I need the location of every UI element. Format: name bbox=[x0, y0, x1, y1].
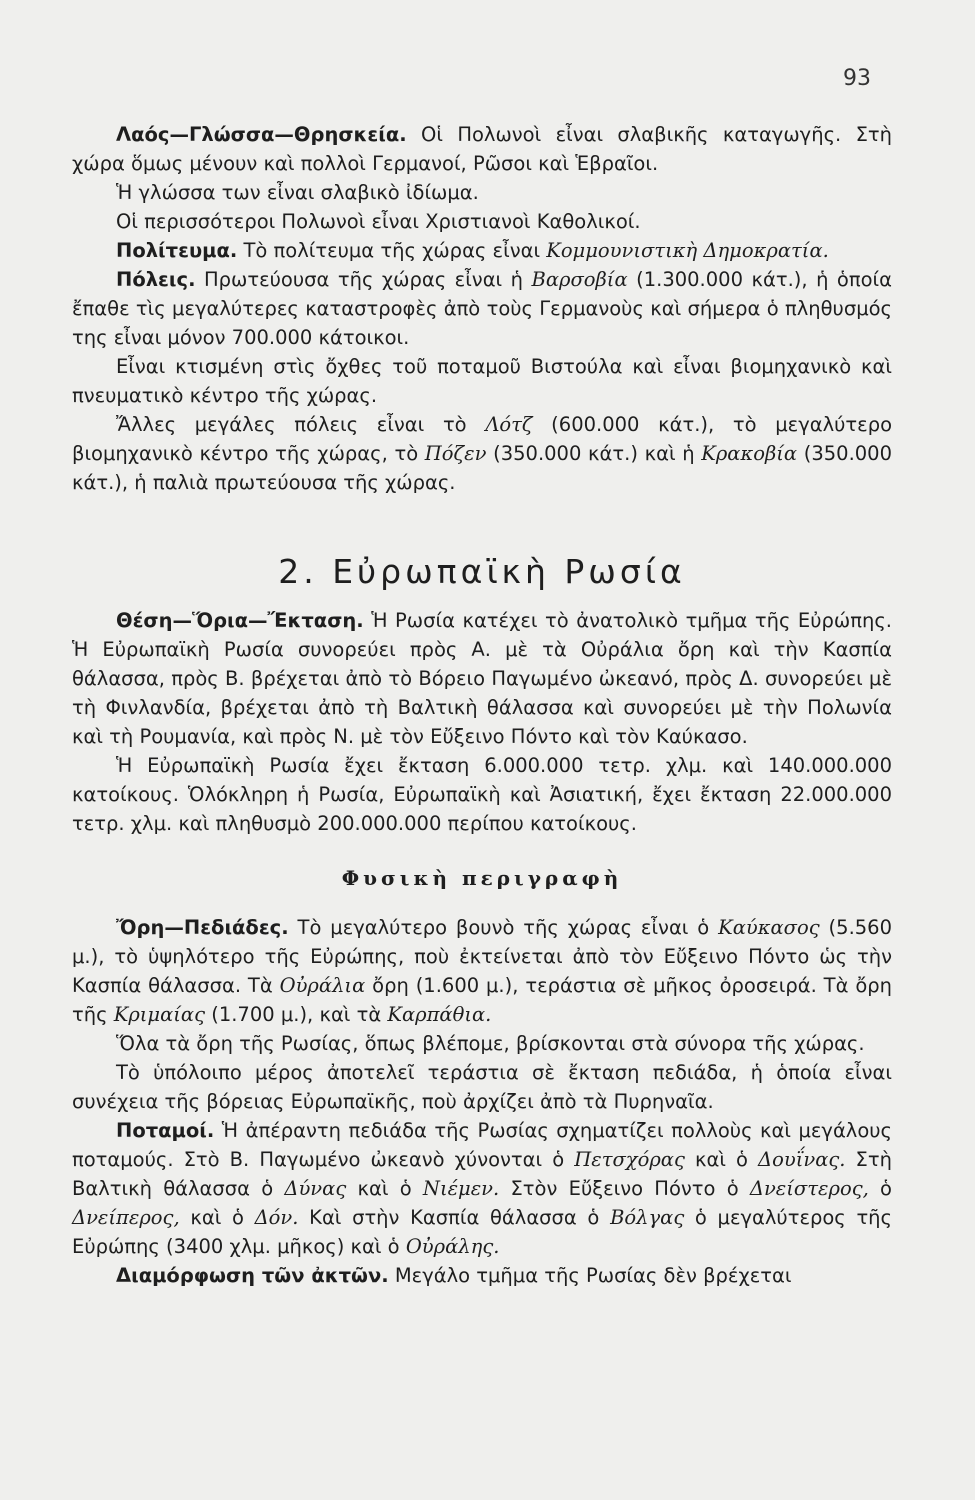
italic-term: Κρακοβία bbox=[701, 442, 798, 465]
section-title: 2. Εὐρωπαϊκὴ Ρωσία bbox=[278, 552, 686, 591]
italic-term: Βόλγας bbox=[610, 1206, 685, 1229]
paragraph-text: (1.700 μ.), καὶ τὰ bbox=[205, 1003, 388, 1026]
paragraph-text: (1.300.000 κάτ.), ἡ ὁποία ἔπαθε τὶς μεγαλύτερες καταστροφὲς ἀπὸ τοὺς Γερμανοὺς καὶ σήμερα ὁ πληθυσμός της εἶναι μόνον 700.000 κάτοικοι. bbox=[72, 268, 892, 349]
italic-term: Καρπάθια. bbox=[387, 1003, 492, 1026]
paragraph-position-borders-area bbox=[72, 606, 892, 751]
paragraph-text: καὶ ὁ bbox=[179, 1206, 255, 1229]
paragraph-text: (350.000 κάτ.), ἡ παλιὰ πρωτεύουσα τῆς χώρας. bbox=[72, 442, 892, 494]
paragraph-text: Ὅλα τὰ ὄρη τῆς Ρωσίας, ὅπως βλέπομε, βρίσκονται στὰ σύνορα τῆς χώρας. bbox=[116, 1032, 865, 1055]
paragraph-mountains-plains bbox=[72, 913, 892, 1029]
paragraph-text: καὶ ὁ bbox=[684, 1148, 759, 1171]
paragraph-text: Ἡ ἀπέραντη πεδιάδα τῆς Ρωσίας σχηματίζει πολλοὺς καὶ μεγάλους ποταμούς. Στὸ Β. Παγωμένο ὠκεανὸ χύνονται ὁ bbox=[72, 1119, 892, 1171]
paragraph-text: ὄρη (1.600 μ.), τεράστια σὲ μῆκος ὀροσειρά. Τὰ ὄρη τῆς bbox=[72, 974, 892, 1026]
paragraph-heading: Διαμόρφωση τῶν ἀκτῶν. bbox=[116, 1264, 389, 1287]
paragraph-coasts bbox=[72, 1261, 892, 1290]
italic-term: Δνείπερος, bbox=[72, 1206, 180, 1229]
paragraph-text: Ἡ γλώσσα των εἶναι σλαβικὸ ἰδίωμα. bbox=[116, 181, 479, 204]
paragraph-text: (5.560 μ.), τὸ ὑψηλότερο τῆς Εὐρώπης, ποὺ ἐκτείνεται ἀπὸ τὸν Εὔξεινο Πόντο ὡς τὴν Κασπία θάλασσα. Τὰ bbox=[72, 916, 892, 997]
italic-term: Δνείστερος, bbox=[749, 1177, 869, 1200]
paragraph-text: Εἶναι κτισμένη στὶς ὄχθες τοῦ ποταμοῦ Βιστούλα καὶ εἶναι βιομηχανικὸ καὶ πνευματικὸ κέντρο τῆς χώρας. bbox=[72, 355, 892, 407]
italic-term: Οὐράλης. bbox=[405, 1235, 500, 1258]
paragraph-cities bbox=[72, 265, 892, 352]
paragraph-government bbox=[72, 236, 892, 265]
italic-term: Βαρσοβία bbox=[531, 268, 628, 291]
paragraph-text: Τὸ μεγαλύτερο βουνὸ τῆς χώρας εἶναι ὁ bbox=[288, 916, 719, 939]
italic-term: Πόζεν bbox=[424, 442, 487, 465]
italic-term: Δύνας bbox=[284, 1177, 347, 1200]
paragraph-religion bbox=[72, 207, 892, 236]
paragraph-heading: Πολίτευμα. bbox=[116, 239, 238, 262]
paragraph-plain bbox=[72, 1058, 892, 1116]
subsection-title: Φυσικὴ περιγραφὴ bbox=[341, 866, 623, 890]
paragraph-people-language-religion bbox=[72, 120, 892, 178]
paragraph-text: (350.000 κάτ.) καὶ ἡ bbox=[486, 442, 702, 465]
paragraph-text: Ἡ Ρωσία κατέχει τὸ ἀνατολικὸ τμῆμα τῆς Εὐρώπης. Ἡ Εὐρωπαϊκὴ Ρωσία συνορεύει πρὸς Α. μὲ τὰ Οὐράλια ὄρη καὶ τὴν Κασπία θάλασσα, πρὸς Β. βρέχεται ἀπὸ τὸ Βόρειο Παγωμένο ὠκεανό, πρὸς Δ. συνορεύει μὲ τὴ Φινλανδία, βρέχεται ἀπὸ τὴ Βαλτικὴ θάλασσα καὶ συνορεύει μὲ τὴν Πολωνία καὶ τὴ Ρουμανία, καὶ πρὸς Ν. μὲ τὸν Εὔξεινο Πόντο καὶ τὸν Καύκασο. bbox=[72, 609, 892, 748]
italic-term: Κομμουνιστικὴ Δημοκρατία. bbox=[546, 239, 829, 262]
paragraph-text: ὁ μεγαλύτερος τῆς Εὐρώπης (3400 χλμ. μῆκος) καὶ ὁ bbox=[72, 1206, 892, 1258]
paragraph-heading: Πόλεις. bbox=[116, 268, 196, 291]
paragraph-text: Μεγάλο τμῆμα τῆς Ρωσίας δὲν βρέχεται bbox=[388, 1264, 792, 1287]
paragraph-text: Καὶ στὴν Κασπία θάλασσα ὁ bbox=[298, 1206, 611, 1229]
paragraph-warsaw bbox=[72, 352, 892, 410]
paragraph-text: Πρωτεύουσα τῆς χώρας εἶναι ἡ bbox=[195, 268, 532, 291]
paragraph-language bbox=[72, 178, 892, 207]
page-body bbox=[72, 120, 892, 1290]
italic-term: Λότζ bbox=[485, 413, 533, 436]
italic-term: Κριμαίας bbox=[113, 1003, 206, 1026]
italic-term: Πετσχόρας bbox=[574, 1148, 685, 1171]
paragraph-text: Στὴ Βαλτικὴ θάλασσα ὁ bbox=[72, 1148, 892, 1200]
paragraph-text: ὁ bbox=[868, 1177, 892, 1200]
page-number: 93 bbox=[843, 66, 871, 91]
paragraph-heading: Θέση—Ὅρια—Ἔκταση. bbox=[116, 609, 364, 632]
paragraph-text: καὶ ὁ bbox=[346, 1177, 423, 1200]
paragraph-text: Ἄλλες μεγάλες πόλεις εἶναι τὸ bbox=[116, 413, 486, 436]
paragraph-rivers bbox=[72, 1116, 892, 1261]
paragraph-other-cities bbox=[72, 410, 892, 497]
italic-term: Οὐράλια bbox=[279, 974, 366, 997]
italic-term: Δόν. bbox=[254, 1206, 299, 1229]
paragraph-area-population bbox=[72, 751, 892, 838]
paragraph-heading: Ποταμοί. bbox=[116, 1119, 215, 1142]
paragraph-heading: Ὄρη—Πεδιάδες. bbox=[116, 916, 289, 939]
paragraph-mountains-borders bbox=[72, 1029, 892, 1058]
paragraph-text: Στὸν Εὔξεινο Πόντο ὁ bbox=[499, 1177, 750, 1200]
paragraph-text: Ἡ Εὐρωπαϊκὴ Ρωσία ἔχει ἔκταση 6.000.000 τετρ. χλμ. καὶ 140.000.000 κατοίκους. Ὁλόκληρη ἡ Ρωσία, Εὐρωπαϊκὴ καὶ Ἀσιατική, ἔχει ἔκταση 22.000.000 τετρ. χλμ. καὶ πληθυσμὸ 200.000.000 περίπου κατοίκους. bbox=[72, 754, 892, 835]
paragraph-text: Οἱ περισσότεροι Πολωνοὶ εἶναι Χριστιανοὶ Καθολικοί. bbox=[116, 210, 641, 233]
paragraph-text: Τὸ ὑπόλοιπο μέρος ἀποτελεῖ τεράστια σὲ ἔκταση πεδιάδα, ἡ ὁποία εἶναι συνέχεια τῆς βόρειας Εὐρωπαϊκῆς, ποὺ ἀρχίζει ἀπὸ τὰ Πυρηναῖα. bbox=[72, 1061, 892, 1113]
italic-term: Δουΐνας. bbox=[758, 1148, 846, 1171]
paragraph-heading: Λαός—Γλώσσα—Θρησκεία. bbox=[116, 123, 407, 146]
paragraph-text: (600.000 κάτ.), τὸ μεγαλύτερο βιομηχανικὸ κέντρο τῆς χώρας, τὸ bbox=[72, 413, 892, 465]
paragraph-text: Οἱ Πολωνοὶ εἶναι σλαβικῆς καταγωγῆς. Στὴ χώρα ὅμως μένουν καὶ πολλοὶ Γερμανοί, Ρῶσοι καὶ Ἑβραῖοι. bbox=[72, 123, 892, 175]
italic-term: Καύκασος bbox=[718, 916, 820, 939]
italic-term: Νιέμεν. bbox=[422, 1177, 500, 1200]
paragraph-text: Τὸ πολίτευμα τῆς χώρας εἶναι bbox=[237, 239, 547, 262]
